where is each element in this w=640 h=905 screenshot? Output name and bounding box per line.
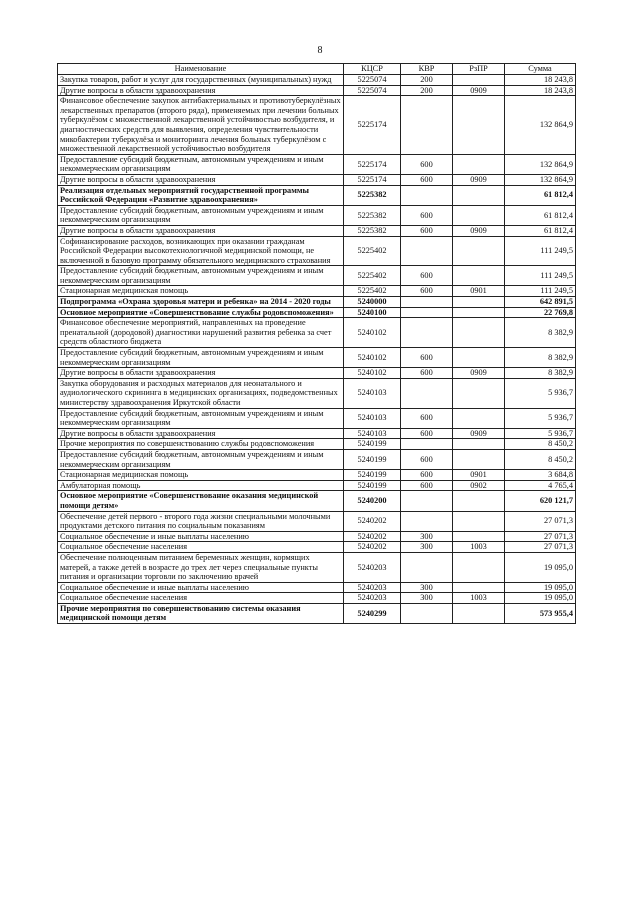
cell-kvr <box>401 318 453 348</box>
cell-kvr <box>401 297 453 308</box>
cell-sum: 27 071,3 <box>505 511 576 531</box>
cell-rzpr <box>453 348 505 368</box>
cell-kvr: 600 <box>401 449 453 469</box>
table-row <box>58 593 576 604</box>
cell-sum: 5 936,7 <box>505 408 576 428</box>
cell-name: Другие вопросы в области здравоохранения <box>58 225 344 236</box>
cell-name: Социальное обеспечение населения <box>58 542 344 553</box>
cell-sum: 8 382,9 <box>505 368 576 379</box>
cell-name: Финансовое обеспечение закупок антибактериальных и противотуберкулёзных лекарственных препаратов (второго ряда), применяемых при лечении больных туберкулёзом с множественной лекарственной устойчивостью возбудителя, и диагностических средств для выявления, определения чувствительности микобактерии туберкулёза и мониторинга лечения больных туберкулёзом с множественной лекарственной устойчивостью возбудителя <box>58 96 344 155</box>
cell-kcsr: 5240100 <box>344 307 401 318</box>
cell-rzpr <box>453 439 505 450</box>
cell-kcsr: 5240199 <box>344 439 401 450</box>
cell-kcsr: 5240199 <box>344 480 401 491</box>
cell-sum: 8 450,2 <box>505 439 576 450</box>
cell-kvr <box>401 96 453 155</box>
table-row <box>58 368 576 379</box>
cell-sum: 8 382,9 <box>505 348 576 368</box>
cell-sum: 5 936,7 <box>505 428 576 439</box>
cell-sum: 620 121,7 <box>505 491 576 511</box>
table-row <box>58 96 576 155</box>
cell-kvr <box>401 378 453 408</box>
cell-rzpr <box>453 297 505 308</box>
cell-kcsr: 5240202 <box>344 531 401 542</box>
cell-name: Амбулаторная помощь <box>58 480 344 491</box>
cell-name: Закупка товаров, работ и услуг для государственных (муниципальных) нужд <box>58 75 344 86</box>
cell-name: Подпрограмма «Охрана здоровья матери и ребенка» на 2014 - 2020 годы <box>58 297 344 308</box>
cell-kvr: 600 <box>401 154 453 174</box>
cell-rzpr: 1003 <box>453 593 505 604</box>
table-row <box>58 154 576 174</box>
cell-kvr: 600 <box>401 470 453 481</box>
cell-rzpr: 0902 <box>453 480 505 491</box>
cell-rzpr: 0909 <box>453 428 505 439</box>
cell-kvr <box>401 603 453 623</box>
cell-sum: 19 095,0 <box>505 593 576 604</box>
cell-rzpr <box>453 318 505 348</box>
cell-kvr: 300 <box>401 593 453 604</box>
cell-kvr: 300 <box>401 582 453 593</box>
table-row <box>58 75 576 86</box>
cell-sum: 111 249,5 <box>505 266 576 286</box>
header-rzpr: РзПР <box>453 64 505 75</box>
cell-sum: 27 071,3 <box>505 542 576 553</box>
cell-rzpr <box>453 266 505 286</box>
cell-rzpr <box>453 185 505 205</box>
cell-kcsr: 5225174 <box>344 96 401 155</box>
cell-sum: 5 936,7 <box>505 378 576 408</box>
cell-name: Социальное обеспечение населения <box>58 593 344 604</box>
cell-kcsr: 5225074 <box>344 75 401 86</box>
cell-name: Социальное обеспечение и иные выплаты населению <box>58 531 344 542</box>
cell-name: Закупка оборудования и расходных материалов для неонатального и аудиологического скрининга в медицинских организациях, подведомственных министерству здравоохранения Иркутской области <box>58 378 344 408</box>
cell-kcsr: 5240200 <box>344 491 401 511</box>
cell-kvr: 600 <box>401 428 453 439</box>
cell-rzpr <box>453 491 505 511</box>
table-row <box>58 307 576 318</box>
cell-rzpr <box>453 552 505 582</box>
cell-kcsr: 5225382 <box>344 185 401 205</box>
table-row <box>58 378 576 408</box>
cell-kcsr: 5240202 <box>344 542 401 553</box>
cell-kcsr: 5225174 <box>344 174 401 185</box>
cell-name: Предоставление субсидий бюджетным, автономным учреждениям и иным некоммерческим организациям <box>58 348 344 368</box>
cell-kcsr: 5240299 <box>344 603 401 623</box>
cell-kcsr: 5225402 <box>344 236 401 266</box>
cell-name: Основное мероприятие «Совершенствование оказания медицинской помощи детям» <box>58 491 344 511</box>
cell-sum: 111 249,5 <box>505 236 576 266</box>
cell-name: Основное мероприятие «Совершенствование службы родовспоможения» <box>58 307 344 318</box>
cell-kvr: 600 <box>401 174 453 185</box>
table-row <box>58 603 576 623</box>
cell-kvr: 600 <box>401 368 453 379</box>
cell-rzpr <box>453 603 505 623</box>
cell-rzpr <box>453 154 505 174</box>
cell-kcsr: 5225074 <box>344 85 401 96</box>
table-row <box>58 531 576 542</box>
table-row <box>58 286 576 297</box>
cell-kcsr: 5240102 <box>344 368 401 379</box>
cell-kvr: 300 <box>401 531 453 542</box>
table-row <box>58 552 576 582</box>
cell-name: Предоставление субсидий бюджетным, автономным учреждениям и иным некоммерческим организациям <box>58 408 344 428</box>
cell-rzpr <box>453 96 505 155</box>
cell-name: Предоставление субсидий бюджетным, автономным учреждениям и иным некоммерческим организациям <box>58 266 344 286</box>
cell-kcsr: 5225402 <box>344 286 401 297</box>
cell-kcsr: 5240199 <box>344 449 401 469</box>
cell-name: Предоставление субсидий бюджетным, автономным учреждениям и иным некоммерческим организациям <box>58 205 344 225</box>
cell-kcsr: 5240103 <box>344 378 401 408</box>
cell-rzpr: 0909 <box>453 85 505 96</box>
table-row <box>58 205 576 225</box>
cell-rzpr <box>453 449 505 469</box>
cell-rzpr <box>453 582 505 593</box>
cell-kcsr: 5225174 <box>344 154 401 174</box>
cell-kcsr: 5225382 <box>344 225 401 236</box>
cell-kcsr: 5240103 <box>344 428 401 439</box>
cell-name: Предоставление субсидий бюджетным, автономным учреждениям и иным некоммерческим организациям <box>58 154 344 174</box>
table-row <box>58 439 576 450</box>
table-row <box>58 408 576 428</box>
cell-sum: 19 095,0 <box>505 582 576 593</box>
table-row <box>58 236 576 266</box>
cell-kvr: 600 <box>401 225 453 236</box>
cell-rzpr: 0909 <box>453 225 505 236</box>
table-row <box>58 491 576 511</box>
table-row <box>58 225 576 236</box>
cell-kvr: 600 <box>401 205 453 225</box>
cell-rzpr <box>453 236 505 266</box>
cell-sum: 19 095,0 <box>505 552 576 582</box>
cell-name: Другие вопросы в области здравоохранения <box>58 428 344 439</box>
table-row <box>58 480 576 491</box>
table-row <box>58 85 576 96</box>
cell-kvr: 200 <box>401 85 453 96</box>
table-row <box>58 174 576 185</box>
cell-rzpr <box>453 408 505 428</box>
header-kvr: КВР <box>401 64 453 75</box>
cell-sum: 573 955,4 <box>505 603 576 623</box>
table-row <box>58 428 576 439</box>
cell-name: Социальное обеспечение и иные выплаты населению <box>58 582 344 593</box>
table-body <box>58 75 576 624</box>
cell-kcsr: 5240199 <box>344 470 401 481</box>
cell-kvr: 600 <box>401 408 453 428</box>
cell-kcsr: 5240203 <box>344 552 401 582</box>
cell-rzpr: 1003 <box>453 542 505 553</box>
cell-rzpr <box>453 378 505 408</box>
table-row <box>58 318 576 348</box>
cell-kvr <box>401 439 453 450</box>
cell-kvr: 600 <box>401 348 453 368</box>
cell-sum: 3 684,8 <box>505 470 576 481</box>
cell-rzpr <box>453 75 505 86</box>
budget-table <box>57 63 576 624</box>
cell-name: Обеспечение полноценным питанием беременных женщин, кормящих матерей, а также детей в возрасте до трех лет через специальные пункты питания и организации торговли по заключению врачей <box>58 552 344 582</box>
cell-kvr: 200 <box>401 75 453 86</box>
cell-rzpr <box>453 205 505 225</box>
cell-name: Другие вопросы в области здравоохранения <box>58 368 344 379</box>
cell-sum: 132 864,9 <box>505 174 576 185</box>
header-name: Наименование <box>58 64 344 75</box>
cell-kvr <box>401 236 453 266</box>
cell-sum: 22 769,8 <box>505 307 576 318</box>
cell-kvr <box>401 185 453 205</box>
cell-sum: 61 812,4 <box>505 185 576 205</box>
table-row <box>58 542 576 553</box>
cell-kvr: 600 <box>401 286 453 297</box>
cell-kvr <box>401 552 453 582</box>
cell-kcsr: 5225382 <box>344 205 401 225</box>
table-row <box>58 266 576 286</box>
cell-rzpr: 0901 <box>453 286 505 297</box>
header-kcsr: КЦСР <box>344 64 401 75</box>
cell-kvr <box>401 307 453 318</box>
cell-name: Другие вопросы в области здравоохранения <box>58 174 344 185</box>
table-row <box>58 297 576 308</box>
cell-sum: 132 864,9 <box>505 96 576 155</box>
cell-kcsr: 5240203 <box>344 582 401 593</box>
cell-kvr <box>401 491 453 511</box>
cell-sum: 642 891,5 <box>505 297 576 308</box>
cell-name: Прочие мероприятия по совершенствованию системы оказания медицинской помощи детям <box>58 603 344 623</box>
table-header-row <box>58 64 576 75</box>
cell-rzpr: 0909 <box>453 368 505 379</box>
cell-kvr: 600 <box>401 480 453 491</box>
cell-kcsr: 5240202 <box>344 511 401 531</box>
cell-name: Обеспечение детей первого - второго года жизни специальными молочными продуктами детского питания по социальным показаниям <box>58 511 344 531</box>
cell-kcsr: 5240203 <box>344 593 401 604</box>
table-row <box>58 449 576 469</box>
cell-kcsr: 5240000 <box>344 297 401 308</box>
cell-name: Другие вопросы в области здравоохранения <box>58 85 344 96</box>
cell-name: Стационарная медицинская помощь <box>58 470 344 481</box>
table-row <box>58 185 576 205</box>
header-sum: Сумма <box>505 64 576 75</box>
cell-sum: 61 812,4 <box>505 205 576 225</box>
cell-name: Прочие мероприятия по совершенствованию службы родовспоможения <box>58 439 344 450</box>
cell-kvr <box>401 511 453 531</box>
table-row <box>58 470 576 481</box>
cell-kvr: 300 <box>401 542 453 553</box>
cell-rzpr: 0901 <box>453 470 505 481</box>
cell-name: Реализация отдельных мероприятий государственной программы Российской Федерации «Развитие здравоохранения» <box>58 185 344 205</box>
cell-sum: 8 450,2 <box>505 449 576 469</box>
page-number: 8 <box>317 45 323 56</box>
table-row <box>58 348 576 368</box>
cell-sum: 18 243,8 <box>505 85 576 96</box>
cell-name: Софинансирование расходов, возникающих при оказании гражданам Российской Федерации высокотехнологичной медицинской помощи, не включенной в базовую программу обязательного медицинского страхования <box>58 236 344 266</box>
table-row <box>58 582 576 593</box>
cell-kcsr: 5240102 <box>344 348 401 368</box>
cell-kcsr: 5240102 <box>344 318 401 348</box>
cell-name: Предоставление субсидий бюджетным, автономным учреждениям и иным некоммерческим организациям <box>58 449 344 469</box>
cell-name: Финансовое обеспечение мероприятий, направленных на проведение пренатальной (дородовой) диагностики нарушений развития ребенка за счет средств областного бюджета <box>58 318 344 348</box>
cell-rzpr: 0909 <box>453 174 505 185</box>
cell-sum: 132 864,9 <box>505 154 576 174</box>
cell-kcsr: 5225402 <box>344 266 401 286</box>
cell-sum: 18 243,8 <box>505 75 576 86</box>
cell-kcsr: 5240103 <box>344 408 401 428</box>
cell-rzpr <box>453 511 505 531</box>
table-row <box>58 511 576 531</box>
cell-sum: 4 765,4 <box>505 480 576 491</box>
cell-rzpr <box>453 307 505 318</box>
cell-sum: 27 071,3 <box>505 531 576 542</box>
cell-kvr: 600 <box>401 266 453 286</box>
cell-sum: 111 249,5 <box>505 286 576 297</box>
cell-sum: 8 382,9 <box>505 318 576 348</box>
cell-rzpr <box>453 531 505 542</box>
cell-sum: 61 812,4 <box>505 225 576 236</box>
cell-name: Стационарная медицинская помощь <box>58 286 344 297</box>
